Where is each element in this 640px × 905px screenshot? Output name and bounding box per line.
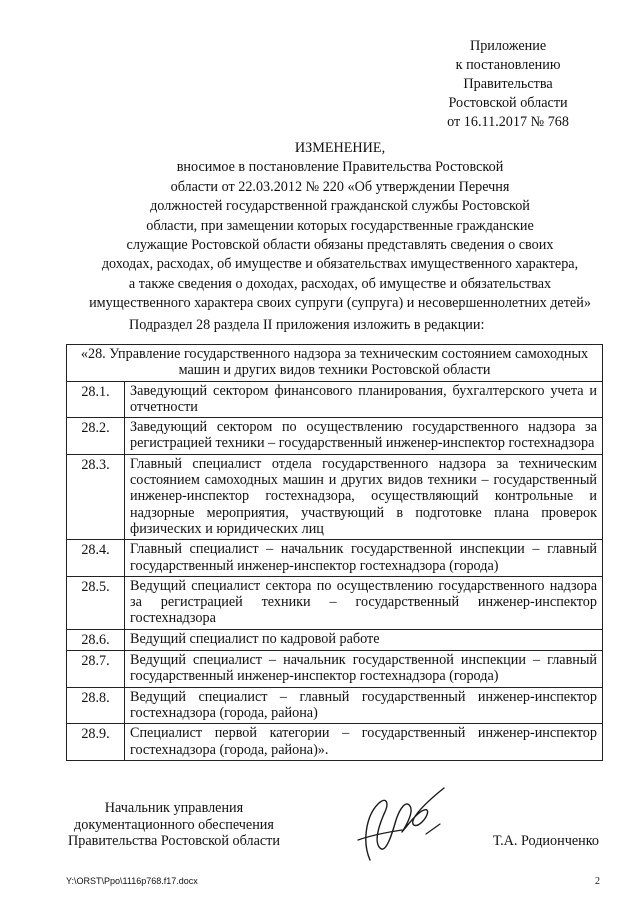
document-title: [40, 139, 640, 314]
appendix-line: к постановлению: [455, 57, 561, 73]
row-number: 28.5.: [67, 576, 125, 629]
title-line: доходах, расходах, об имуществе и обязательствах имущественного характера,: [101, 256, 579, 273]
signatory-position-line: документационного обеспечения: [74, 816, 274, 833]
title-line: области, при замещении которых государственные гражданские: [146, 217, 534, 234]
table-row: [67, 651, 603, 688]
signatory-position: [68, 800, 280, 850]
table-row: [67, 540, 603, 577]
row-number: 28.1.: [67, 381, 125, 418]
file-path: Y:\ORST\Ppo\1116p768.f17.docx: [66, 876, 198, 886]
row-position: Ведущий специалист по кадровой работе: [125, 629, 603, 650]
row-number: 28.4.: [67, 540, 125, 577]
title-line: должностей государственной гражданской службы Ростовской: [150, 198, 530, 215]
row-position: Заведующий сектором по осуществлению государственного надзора за регистрацией техники – государственный инженер-инспектор гостехнадзора: [125, 418, 603, 455]
title-heading: ИЗМЕНЕНИЕ,: [294, 140, 386, 156]
handwritten-signature: [340, 782, 452, 872]
table-row: [67, 687, 603, 724]
row-position: Заведующий сектором финансового планирования, бухгалтерского учета и отчетности: [125, 381, 603, 418]
table-row: [67, 724, 603, 761]
intro-paragraph: Подраздел 28 раздела II приложения изложить в редакции:: [129, 317, 485, 333]
row-number: 28.8.: [67, 687, 125, 724]
row-number: 28.7.: [67, 651, 125, 688]
table-header-row: [67, 345, 603, 382]
positions-table: [66, 344, 603, 761]
table-row: [67, 454, 603, 539]
title-line: имущественного характера своих супруги (супруга) и несовершеннолетних детей»: [89, 295, 591, 312]
appendix-line: от 16.11.2017 № 768: [447, 114, 569, 130]
row-position: Ведущий специалист сектора по осуществлению государственного надзора за регистрацией техники – государственный инженер-инспектор гостехнадзора: [125, 576, 603, 629]
appendix-line: Правительства: [463, 76, 553, 92]
title-line: а также сведения о доходах, расходах, об имуществе и обязательствах: [128, 275, 552, 292]
table-header-cell: «28. Управление государственного надзора за техническим состоянием самоходных машин и других видов техники Ростовской области: [67, 345, 603, 382]
title-line: служащие Ростовской области обязаны представлять сведения о своих: [126, 237, 554, 254]
table-row: [67, 381, 603, 418]
signatory-name: Т.А. Родионченко: [492, 833, 599, 849]
table-row: [67, 418, 603, 455]
appendix-header: [447, 37, 569, 132]
row-position: Специалист первой категории – государственный инженер-инспектор гостехнадзора (города, района)».: [125, 724, 603, 761]
appendix-line: Приложение: [469, 38, 547, 54]
row-number: 28.2.: [67, 418, 125, 455]
row-position: Главный специалист отдела государственного надзора за техническим состоянием самоходных машин и других видов техники – государственный инженер-инспектор гостехнадзора, осуществляющий контрольные и надзорные мероприятия, участвующий в подготовке плана проверок физических и юридических лиц: [125, 454, 603, 539]
row-number: 28.6.: [67, 629, 125, 650]
row-position: Ведущий специалист – начальник государственной инспекции – главный государственный инженер-инспектор гостехнадзора (города): [125, 651, 603, 688]
page-number: 2: [595, 876, 600, 887]
table-row: [67, 576, 603, 629]
row-number: 28.3.: [67, 454, 125, 539]
table-row: [67, 629, 603, 650]
row-number: 28.9.: [67, 724, 125, 761]
signatory-position-line: Начальник управления: [104, 800, 244, 816]
row-position: Главный специалист – начальник государственной инспекции – главный государственный инженер-инспектор гостехнадзора (города): [125, 540, 603, 577]
title-line: вносимое в постановление Правительства Ростовской: [176, 159, 504, 176]
title-line: области от 22.03.2012 № 220 «Об утверждении Перечня: [170, 178, 510, 195]
signatory-position-line: Правительства Ростовской области: [68, 833, 280, 849]
appendix-line: Ростовской области: [448, 95, 568, 111]
row-position: Ведущий специалист – главный государственный инженер-инспектор гостехнадзора (города, района): [125, 687, 603, 724]
